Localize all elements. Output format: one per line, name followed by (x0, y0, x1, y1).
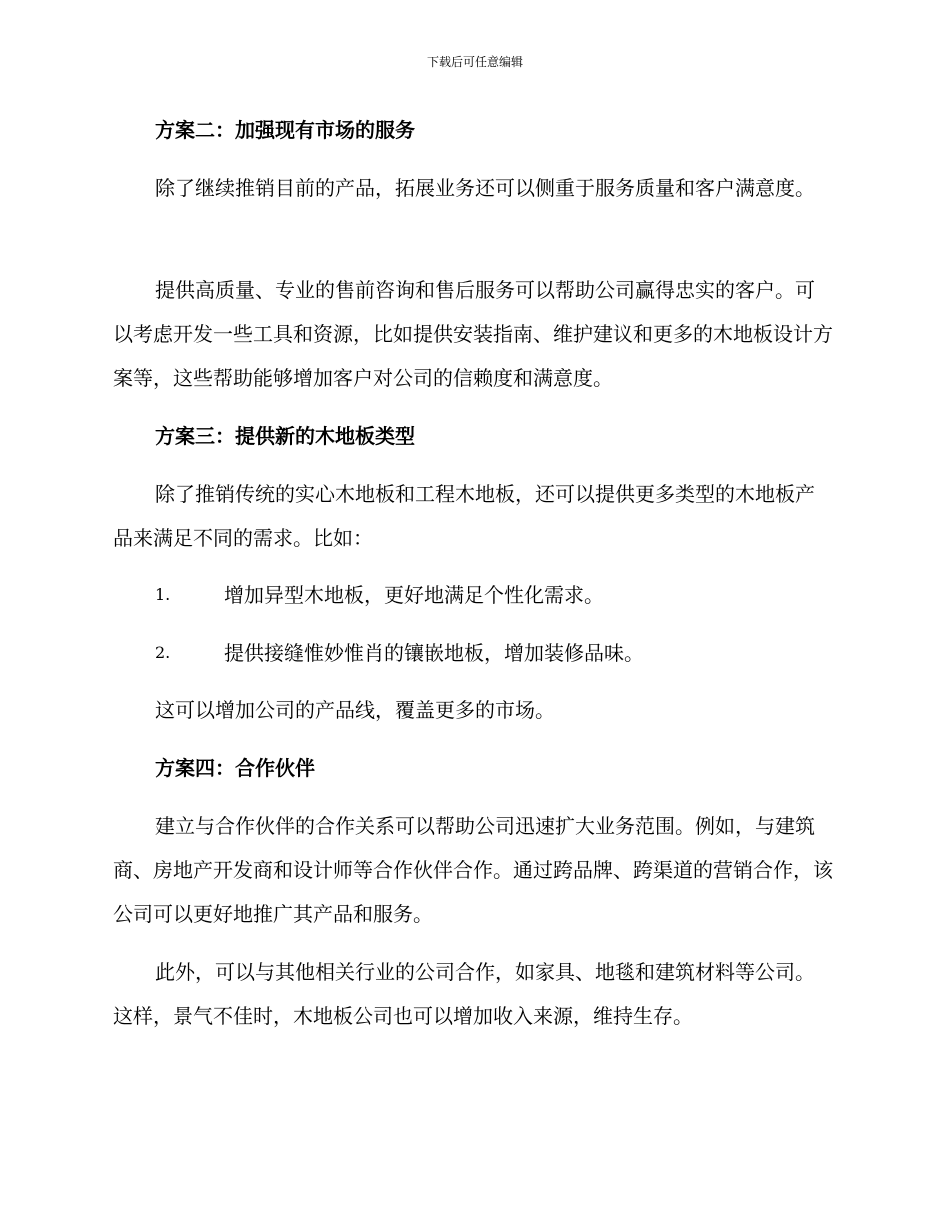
paragraph-s4-1: 建立与合作伙伴的合作关系可以帮助公司迅速扩大业务范围。例如，与建筑商、房地产开发商和设计师等合作伙伴合作。通过跨品牌、跨渠道的营销合作，该公司可以更好地推广其产品和服务。 (113, 814, 833, 926)
list-text: 增加异型木地板，更好地满足个性化需求。 (224, 583, 604, 607)
section-heading-4: 方案四：合作伙伴 (155, 756, 315, 780)
paragraph-s2-1: 除了继续推销目前的产品，拓展业务还可以侧重于服务质量和客户满意度。 (155, 176, 815, 200)
list-number: 1. (155, 585, 171, 604)
list-number: 2. (155, 643, 171, 662)
section-heading-3: 方案三：提供新的木地板类型 (155, 424, 415, 448)
paragraph-s3-1: 除了推销传统的实心木地板和工程木地板，还可以提供更多类型的木地板产品来满足不同的需求。比如： (113, 482, 815, 550)
section-heading-2: 方案二：加强现有市场的服务 (155, 118, 415, 142)
page-header: 下载后可任意编辑 (426, 55, 523, 69)
paragraph-s4-2: 此外，可以与其他相关行业的公司合作，如家具、地毯和建筑材料等公司。这样，景气不佳时，木地板公司也可以增加收入来源，维持生存。 (113, 960, 815, 1028)
list-text: 提供接缝惟妙惟肖的镶嵌地板，增加装修品味。 (224, 641, 644, 665)
paragraph-s2-2: 提供高质量、专业的售前咨询和售后服务可以帮助公司赢得忠实的客户。可以考虑开发一些工具和资源，比如提供安装指南、维护建议和更多的木地板设计方案等，这些帮助能够增加客户对公司的信赖度和满意度。 (113, 278, 833, 390)
paragraph-s3-2: 这可以增加公司的产品线，覆盖更多的市场。 (155, 698, 555, 722)
